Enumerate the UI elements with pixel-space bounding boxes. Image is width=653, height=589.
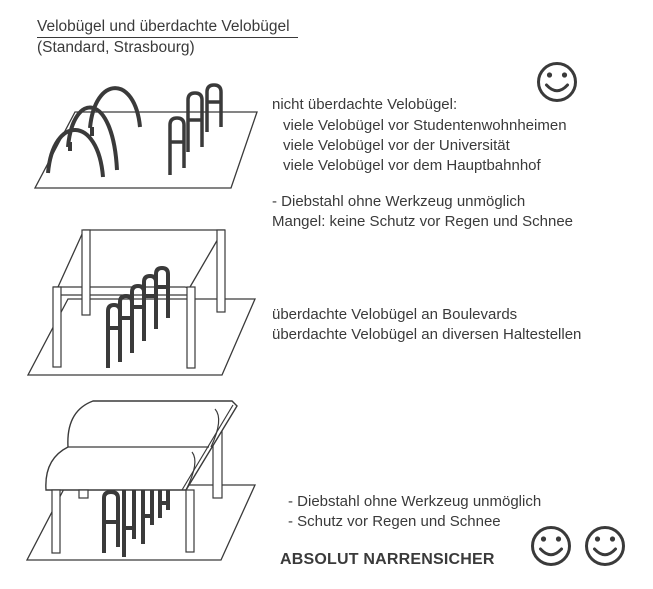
uncovered-note: Mangel: keine Schutz vor Regen und Schnee: [272, 213, 574, 230]
smiley-icon: [583, 524, 627, 568]
uncovered-racks-drawing: [25, 80, 265, 195]
uncovered-location: viele Velobügel vor Studentenwohnheimen: [283, 117, 567, 134]
uncovered-note: - Diebstahl ohne Werkzeug unmöglich: [272, 193, 526, 210]
covered-racks-drawing: [25, 225, 270, 380]
covered-location: überdachte Velobügel an Boulevards: [272, 306, 518, 323]
narrow-bike-stands: [170, 85, 221, 175]
page-title-text: Velobügel und überdachte Velobügel: [37, 18, 298, 38]
page-title: [37, 17, 298, 36]
covered-location: überdachte Velobügel an diversen Haltestellen: [272, 326, 582, 343]
smiley-icon: [529, 524, 573, 568]
wide-bike-hoops: [48, 88, 140, 177]
enclosed-note: - Diebstahl ohne Werkzeug unmöglich: [288, 493, 542, 510]
bike-hoops-row: [108, 268, 168, 368]
conclusion-text: ABSOLUT NARRENSICHER: [280, 551, 495, 568]
page-subtitle: (Standard, Strasbourg): [37, 39, 195, 56]
smiley-icon: [535, 60, 579, 104]
bike-hoops-under-roof: [104, 490, 168, 557]
uncovered-location: viele Velobügel vor der Universität: [283, 137, 510, 154]
uncovered-heading: nicht überdachte Velobügel:: [272, 96, 458, 113]
enclosed-racks-drawing: [25, 395, 260, 565]
enclosed-note: - Schutz vor Regen und Schnee: [288, 513, 501, 530]
uncovered-location: viele Velobügel vor dem Hauptbahnhof: [283, 157, 541, 174]
